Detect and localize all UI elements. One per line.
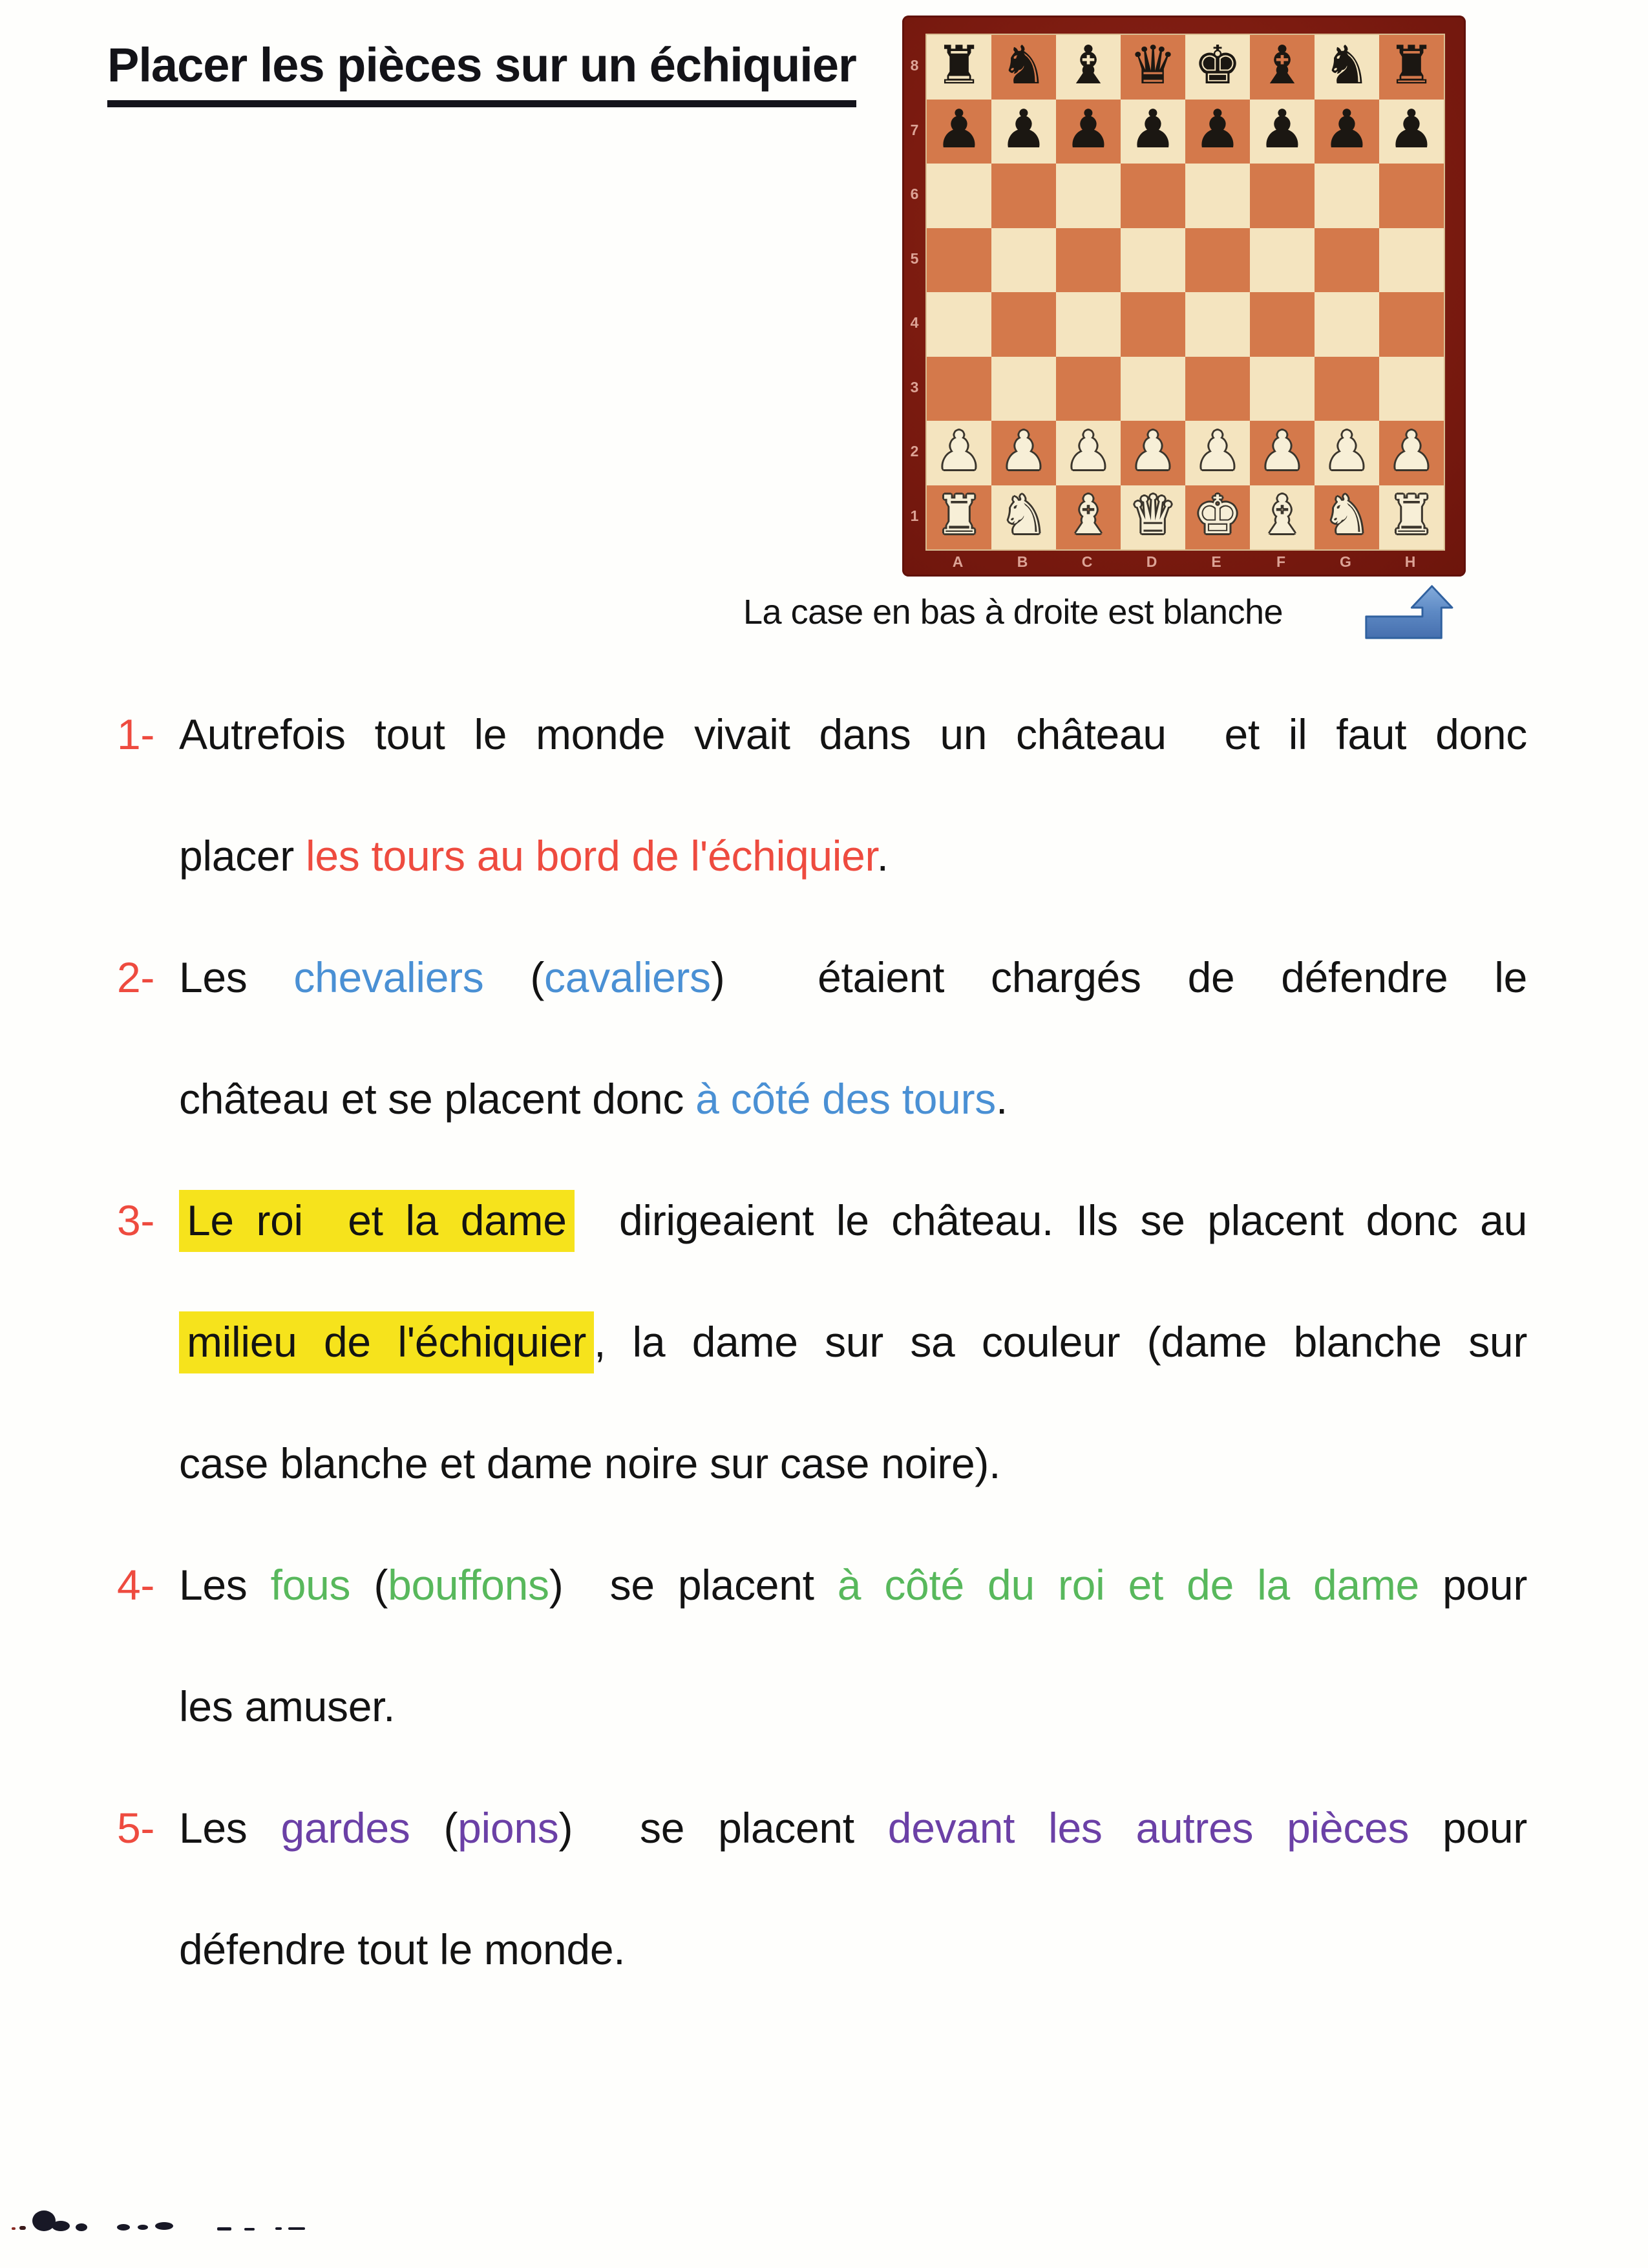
board-square xyxy=(1056,421,1121,485)
rank-label: 6 xyxy=(910,185,919,202)
text-segment: défendre tout le monde. xyxy=(179,1925,626,1973)
chess-piece: ♞ xyxy=(1000,485,1048,547)
chess-piece: ♟ xyxy=(1388,99,1435,161)
board-square xyxy=(1379,292,1444,357)
chess-piece: ♚ xyxy=(1194,35,1241,96)
board-square xyxy=(991,228,1056,293)
chess-piece: ♟ xyxy=(1064,421,1112,482)
board-square xyxy=(1315,228,1379,293)
instruction-line xyxy=(117,673,1527,795)
chess-piece: ♝ xyxy=(1258,485,1306,547)
board-square xyxy=(1121,100,1185,164)
board-square xyxy=(1121,35,1185,100)
text-segment: Les xyxy=(179,1804,281,1852)
rank-label: 8 xyxy=(910,57,919,74)
board-square xyxy=(1250,164,1315,228)
file-label: A xyxy=(952,553,964,570)
chess-piece: ♟ xyxy=(1000,99,1048,161)
board-square xyxy=(1185,228,1250,293)
board-square xyxy=(927,164,991,228)
board-square xyxy=(1056,100,1121,164)
rank-label: 7 xyxy=(910,121,919,138)
board-square xyxy=(1379,228,1444,293)
board-square xyxy=(1185,485,1250,550)
text-segment: Les xyxy=(179,1561,271,1609)
board-square xyxy=(1185,292,1250,357)
board-square xyxy=(1185,357,1250,421)
text-segment: ( xyxy=(374,1561,388,1609)
rank-label: 4 xyxy=(910,314,919,331)
board-square xyxy=(1056,35,1121,100)
text-segment: se placent xyxy=(573,1804,888,1852)
board-square xyxy=(1121,292,1185,357)
instruction-line xyxy=(179,1646,1527,1767)
chess-piece: ♜ xyxy=(1388,35,1435,96)
board-square xyxy=(1250,100,1315,164)
board-square xyxy=(1185,100,1250,164)
chess-piece: ♜ xyxy=(935,485,983,547)
board-square xyxy=(1056,357,1121,421)
board-square xyxy=(1315,164,1379,228)
text-segment: gardes xyxy=(280,1804,444,1852)
chess-piece: ♟ xyxy=(1323,99,1371,161)
chess-piece: ♝ xyxy=(1064,35,1112,96)
board-square xyxy=(1185,421,1250,485)
board-square xyxy=(1379,421,1444,485)
board-square xyxy=(1379,485,1444,550)
file-label: D xyxy=(1146,553,1157,570)
board-square xyxy=(1315,35,1379,100)
instruction-line xyxy=(117,1524,1528,1646)
board-square xyxy=(1056,228,1121,293)
text-segment: Autrefois tout le monde vivait dans un château et il faut donc xyxy=(179,710,1527,758)
chess-piece: ♛ xyxy=(1129,35,1177,96)
board-square xyxy=(927,35,991,100)
board-square xyxy=(1315,292,1379,357)
instruction-line xyxy=(179,1038,1527,1160)
board-square xyxy=(1250,485,1315,550)
chess-piece: ♜ xyxy=(935,35,983,96)
highlighted-text: milieu de l'échiquier xyxy=(179,1311,594,1373)
board-square xyxy=(991,357,1056,421)
rank-label: 3 xyxy=(910,378,919,396)
board-square xyxy=(1121,164,1185,228)
board-square xyxy=(927,100,991,164)
board-square xyxy=(1056,164,1121,228)
text-segment: placer xyxy=(179,832,306,880)
board-square xyxy=(1250,421,1315,485)
text-segment: fous xyxy=(270,1561,374,1609)
chess-piece: ♟ xyxy=(935,99,983,161)
rank-label: 2 xyxy=(910,443,919,460)
text-segment: les tours au bord de l'échiquier xyxy=(306,832,877,880)
instruction-line xyxy=(179,1403,1527,1524)
item-number: 2- xyxy=(117,953,155,1001)
board-square xyxy=(1056,292,1121,357)
page-title: Placer les pièces sur un échiquier xyxy=(107,37,856,107)
chess-piece: ♟ xyxy=(1064,99,1112,161)
chess-piece: ♝ xyxy=(1064,485,1112,547)
text-segment: . xyxy=(995,1075,1008,1123)
board-square xyxy=(1250,357,1315,421)
instruction-list xyxy=(117,673,1528,2010)
item-number: 3- xyxy=(117,1196,155,1244)
instruction-line xyxy=(179,1281,1527,1403)
chess-piece: ♟ xyxy=(1258,421,1306,482)
text-segment: se placent xyxy=(563,1561,838,1609)
chess-piece: ♝ xyxy=(1258,35,1306,96)
text-segment: case blanche et dame noire sur case noire). xyxy=(179,1439,1001,1487)
chess-piece: ♟ xyxy=(935,421,983,482)
chess-piece: ♚ xyxy=(1194,485,1241,547)
chess-piece: ♟ xyxy=(1129,99,1177,161)
board-square xyxy=(927,485,991,550)
board-square xyxy=(1185,164,1250,228)
item-number: 5- xyxy=(117,1804,155,1852)
rank-label: 5 xyxy=(910,249,919,267)
board-square xyxy=(991,35,1056,100)
file-label: C xyxy=(1081,553,1093,570)
board-square xyxy=(1315,421,1379,485)
board-square xyxy=(1250,35,1315,100)
bent-up-arrow-icon xyxy=(1361,579,1481,645)
board-square xyxy=(1121,357,1185,421)
rank-label: 1 xyxy=(910,507,919,524)
chessboard-image xyxy=(902,16,1466,577)
chess-piece: ♞ xyxy=(1000,35,1048,96)
board-square xyxy=(927,292,991,357)
text-segment: ( xyxy=(443,1804,458,1852)
file-label: B xyxy=(1017,553,1028,570)
board-square xyxy=(927,228,991,293)
scan-artifact-smudge xyxy=(4,2203,321,2242)
instruction-line xyxy=(117,1160,1527,1281)
chess-piece: ♞ xyxy=(1323,485,1371,547)
text-segment: les amuser. xyxy=(179,1682,396,1730)
text-segment: , la dame sur sa couleur (dame blanche sur xyxy=(594,1318,1527,1366)
text-segment: pour xyxy=(1442,1561,1528,1609)
board-square xyxy=(1185,35,1250,100)
text-segment: dirigeaient le château. Ils se placent donc au xyxy=(574,1196,1527,1244)
text-segment: étaient chargés de défendre le xyxy=(724,953,1527,1001)
board-square xyxy=(1121,421,1185,485)
text-segment: pour xyxy=(1442,1804,1527,1852)
file-label: G xyxy=(1340,553,1351,570)
board-square xyxy=(1315,100,1379,164)
chess-piece: ♟ xyxy=(1129,421,1177,482)
text-segment: bouffons xyxy=(388,1561,549,1609)
board-square xyxy=(1315,485,1379,550)
board-square xyxy=(927,357,991,421)
board-square xyxy=(927,421,991,485)
text-segment: Les xyxy=(179,953,294,1001)
text-segment: ) xyxy=(549,1561,564,1609)
chess-piece: ♟ xyxy=(1000,421,1048,482)
text-segment: pions xyxy=(458,1804,559,1852)
instruction-line xyxy=(179,1889,1527,2010)
instruction-line xyxy=(117,917,1527,1038)
highlighted-text: Le roi et la dame xyxy=(179,1190,575,1252)
board-square xyxy=(991,292,1056,357)
chess-piece: ♟ xyxy=(1258,99,1306,161)
board-square xyxy=(1121,485,1185,550)
item-number: 4- xyxy=(117,1561,155,1609)
board-square xyxy=(991,100,1056,164)
board-square xyxy=(1379,35,1444,100)
board-square xyxy=(1056,485,1121,550)
chess-piece: ♟ xyxy=(1388,421,1435,482)
chess-piece: ♟ xyxy=(1194,421,1241,482)
text-segment: cavaliers xyxy=(544,953,711,1001)
board-square xyxy=(991,421,1056,485)
board-square xyxy=(1379,100,1444,164)
text-segment: à côté des tours xyxy=(695,1075,996,1123)
board-square xyxy=(991,485,1056,550)
file-label: E xyxy=(1211,553,1221,570)
chess-piece: ♜ xyxy=(1388,485,1435,547)
board-square xyxy=(1379,164,1444,228)
file-label: F xyxy=(1276,553,1286,570)
text-segment: chevaliers xyxy=(293,953,531,1001)
chess-piece: ♟ xyxy=(1323,421,1371,482)
item-number: 1- xyxy=(117,710,155,758)
text-segment: ) xyxy=(558,1804,573,1852)
text-segment: devant les autres pièces xyxy=(887,1804,1443,1852)
board-square xyxy=(991,164,1056,228)
text-segment: . xyxy=(876,832,889,880)
chess-piece: ♟ xyxy=(1194,99,1241,161)
board-square xyxy=(1315,357,1379,421)
board-square xyxy=(1250,292,1315,357)
text-segment: ) xyxy=(710,953,725,1001)
board-caption: La case en bas à droite est blanche xyxy=(743,593,1284,631)
chessboard-grid xyxy=(925,34,1445,551)
text-segment: à côté du roi et de la dame xyxy=(837,1561,1443,1609)
board-square xyxy=(1250,228,1315,293)
instruction-line xyxy=(117,1767,1527,1889)
chess-piece: ♞ xyxy=(1323,35,1371,96)
file-label: H xyxy=(1404,553,1416,570)
board-square xyxy=(1379,357,1444,421)
instruction-line xyxy=(179,795,1527,917)
board-square xyxy=(1121,228,1185,293)
text-segment: château et se placent donc xyxy=(179,1075,696,1123)
text-segment: ( xyxy=(530,953,545,1001)
chess-piece: ♛ xyxy=(1129,485,1177,547)
